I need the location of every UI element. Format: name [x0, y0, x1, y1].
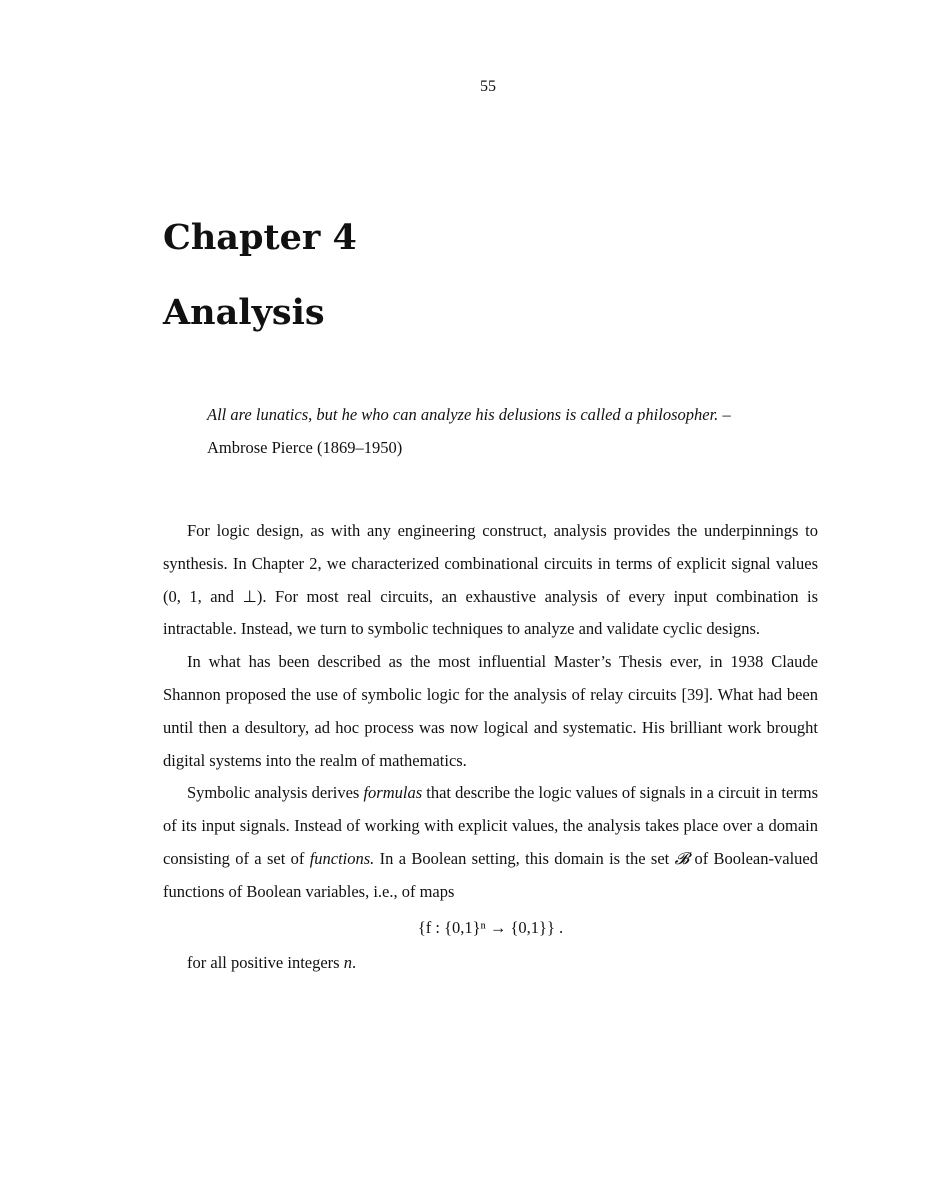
paragraph-3-text-c: In a Boolean setting, this domain is the set: [374, 848, 675, 868]
paragraph-3-text-d: of Boolean-valued functions of Boolean variables, i.e., of maps: [163, 848, 818, 901]
paragraph-3: [163, 777, 818, 908]
paragraph-3-text-b: that describe the logic values of signals in a circuit in terms of its input signals. Instead of working with explicit values, the analysis takes place over a domain consisting of a set of: [163, 783, 819, 868]
display-formula: {f : {0,1}ⁿ → {0,1}} .: [417, 917, 564, 937]
closing-line-period: .: [351, 952, 357, 972]
paragraph-3-text-a: Symbolic analysis derives: [187, 783, 364, 803]
epigraph: [207, 398, 782, 464]
epigraph-attribution: – Ambrose Pierce (1869–1950): [207, 405, 731, 457]
emphasis-functions: functions.: [309, 848, 375, 868]
paragraph-1: For logic design, as with any engineering construct, analysis provides the underpinnings to synthesis. In Chapter 2, we characterized combinational circuits in terms of explicit signal values (0, 1, and ⊥). For most real circuits, an exhaustive analysis of every input combination is intractable. Instead, we turn to symbolic techniques to analyze and validate cyclic designs.: [163, 521, 818, 639]
emphasis-formulas: formulas: [363, 783, 423, 803]
paragraph-2: In what has been described as the most influential Master’s Thesis ever, in 1938 Claude Shannon proposed the use of symbolic logic for the analysis of relay circuits [39]. What had been until then a desultory, ad hoc process was now logical and systematic. His brilliant work brought digital systems into the realm of mathematics.: [163, 652, 818, 770]
closing-line: [163, 947, 818, 980]
chapter-number-heading: Chapter 4: [163, 217, 357, 258]
chapter-title: Analysis: [163, 292, 325, 333]
body-text: [163, 515, 818, 979]
page-number: 55: [480, 78, 496, 95]
set-symbol-b: 𝓑: [674, 848, 690, 868]
epigraph-quote: All are lunatics, but he who can analyze his delusions is called a philosopher.: [207, 405, 719, 424]
variable-n: n: [343, 952, 352, 972]
closing-line-text: for all positive integers: [187, 952, 344, 972]
